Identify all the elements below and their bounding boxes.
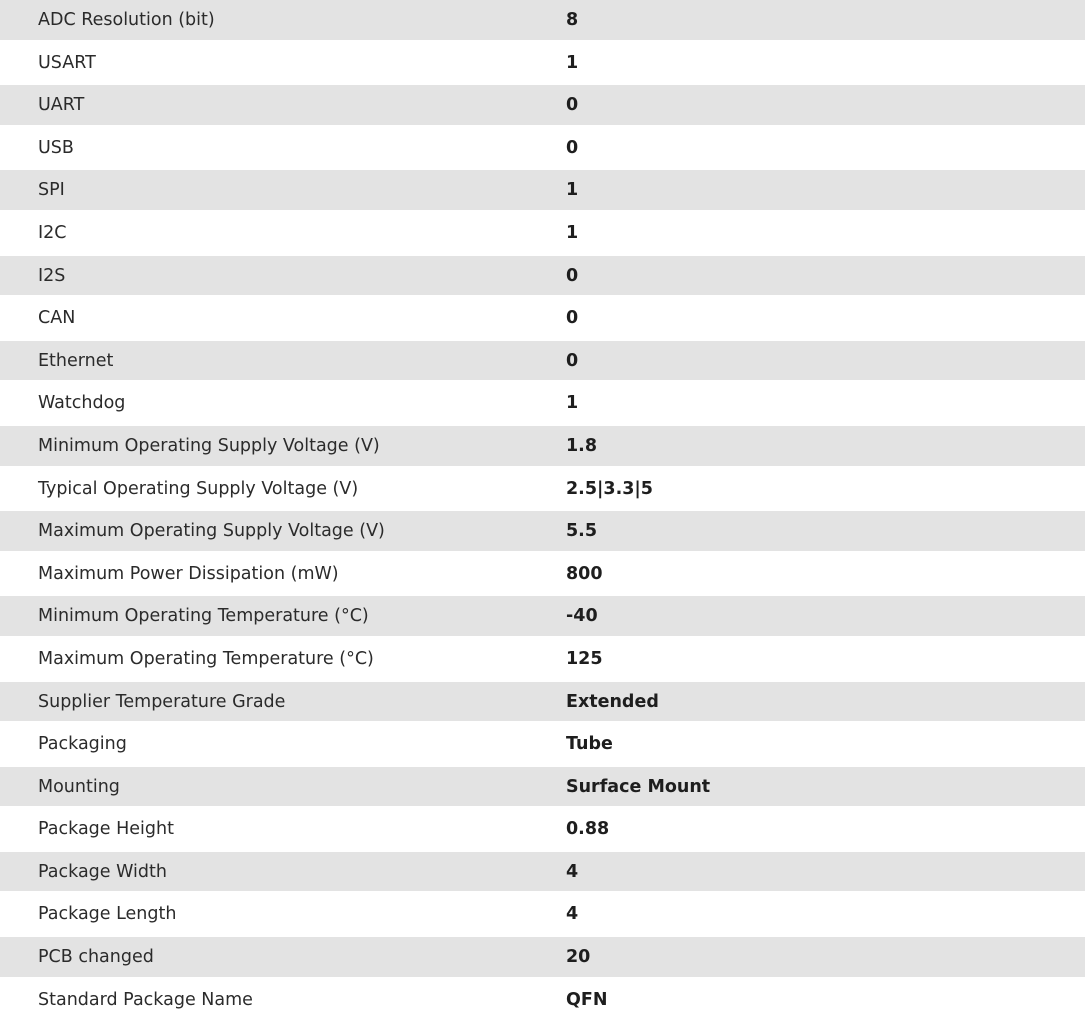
spec-value: 0 — [566, 341, 1085, 380]
spec-value: 125 — [566, 636, 1085, 682]
spec-row-usart — [0, 40, 1085, 85]
spec-row-max-supply-voltage — [0, 511, 1085, 551]
spec-label: Minimum Operating Supply Voltage (V) — [0, 426, 566, 466]
spec-label: I2C — [0, 210, 566, 256]
spec-row-watchdog — [0, 380, 1085, 426]
spec-value: 800 — [566, 551, 1085, 596]
spec-label: Package Height — [0, 806, 566, 852]
spec-row-max-power-dissipation — [0, 551, 1085, 596]
spec-label: Maximum Operating Temperature (°C) — [0, 636, 566, 682]
spec-label: PCB changed — [0, 937, 566, 977]
spec-value: 2.5|3.3|5 — [566, 466, 1085, 511]
spec-row-i2c — [0, 210, 1085, 256]
spec-value: 0.88 — [566, 806, 1085, 852]
spec-label: Watchdog — [0, 380, 566, 426]
spec-value: Surface Mount — [566, 767, 1085, 806]
spec-label: USART — [0, 40, 566, 85]
spec-value: 1 — [566, 210, 1085, 256]
spec-value: 20 — [566, 937, 1085, 977]
spec-label: Minimum Operating Temperature (°C) — [0, 596, 566, 636]
spec-label: Supplier Temperature Grade — [0, 682, 566, 721]
spec-row-typ-supply-voltage — [0, 466, 1085, 511]
spec-label: ADC Resolution (bit) — [0, 0, 566, 40]
spec-value: 8 — [566, 0, 1085, 40]
spec-row-ethernet — [0, 341, 1085, 380]
spec-value: Tube — [566, 721, 1085, 767]
spec-label: USB — [0, 125, 566, 170]
spec-label: I2S — [0, 256, 566, 295]
spec-label: SPI — [0, 170, 566, 210]
spec-row-usb — [0, 125, 1085, 170]
spec-value: 0 — [566, 256, 1085, 295]
spec-value: 5.5 — [566, 511, 1085, 551]
spec-label: CAN — [0, 295, 566, 341]
spec-value: 0 — [566, 85, 1085, 125]
spec-label: Maximum Operating Supply Voltage (V) — [0, 511, 566, 551]
spec-row-spi — [0, 170, 1085, 210]
spec-label: Package Length — [0, 891, 566, 937]
spec-value: Extended — [566, 682, 1085, 721]
spec-label: Mounting — [0, 767, 566, 806]
spec-value: 4 — [566, 891, 1085, 937]
spec-label: Package Width — [0, 852, 566, 891]
spec-row-uart — [0, 85, 1085, 125]
spec-row-mounting — [0, 767, 1085, 806]
spec-row-package-length — [0, 891, 1085, 937]
spec-value: -40 — [566, 596, 1085, 636]
spec-label: Maximum Power Dissipation (mW) — [0, 551, 566, 596]
spec-row-packaging — [0, 721, 1085, 767]
spec-row-can — [0, 295, 1085, 341]
spec-label: Standard Package Name — [0, 977, 566, 1022]
spec-row-min-temperature — [0, 596, 1085, 636]
spec-row-max-temperature — [0, 636, 1085, 682]
spec-value: 1 — [566, 380, 1085, 426]
spec-row-temperature-grade — [0, 682, 1085, 721]
spec-value: 0 — [566, 125, 1085, 170]
spec-row-min-supply-voltage — [0, 426, 1085, 466]
spec-value: 1 — [566, 170, 1085, 210]
spec-label: UART — [0, 85, 566, 125]
spec-value: 1 — [566, 40, 1085, 85]
spec-row-package-width — [0, 852, 1085, 891]
spec-row-pcb-changed — [0, 937, 1085, 977]
spec-row-package-height — [0, 806, 1085, 852]
spec-row-standard-package-name — [0, 977, 1085, 1022]
spec-label: Ethernet — [0, 341, 566, 380]
spec-row-i2s — [0, 256, 1085, 295]
spec-row-adc-resolution — [0, 0, 1085, 40]
spec-label: Packaging — [0, 721, 566, 767]
spec-label: Typical Operating Supply Voltage (V) — [0, 466, 566, 511]
spec-value: 1.8 — [566, 426, 1085, 466]
spec-value: QFN — [566, 977, 1085, 1022]
spec-value: 4 — [566, 852, 1085, 891]
spec-value: 0 — [566, 295, 1085, 341]
